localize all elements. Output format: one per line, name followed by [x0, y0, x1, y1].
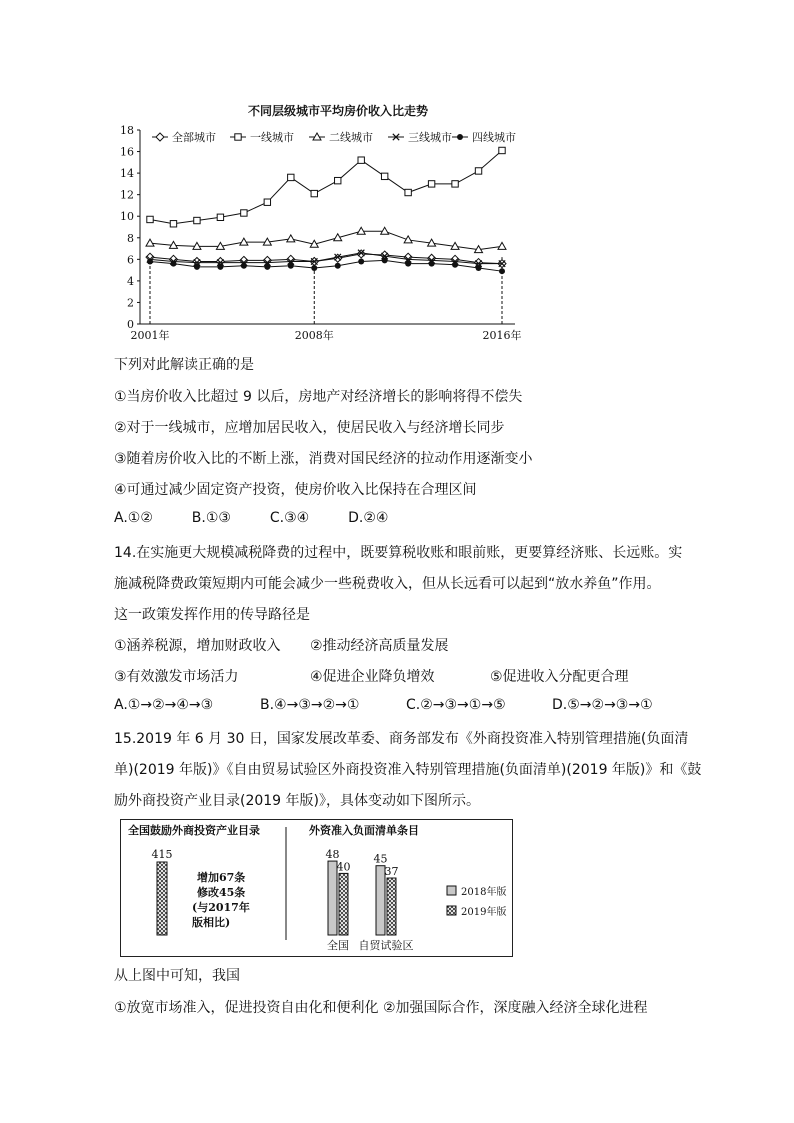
- legend-label: 二线城市: [329, 131, 373, 144]
- q14-choice-b: B.④→③→②→①: [260, 697, 360, 713]
- data-point: [241, 263, 247, 269]
- legend-marker: [156, 133, 164, 141]
- data-point: [194, 264, 200, 270]
- data-point: [241, 210, 247, 216]
- q14-choices: [114, 697, 653, 713]
- x-tick-label: 2001年: [130, 329, 170, 342]
- series-line: [150, 260, 502, 271]
- x-tick-label: 2008年: [294, 329, 334, 342]
- data-point: [217, 214, 223, 220]
- data-point: [358, 258, 364, 264]
- legend-swatch-2018: [447, 886, 456, 895]
- left-note: 修改45条: [197, 886, 246, 899]
- series-square: [147, 147, 505, 227]
- y-tick-label: 0: [127, 318, 134, 331]
- y-tick-label: 2: [127, 296, 134, 310]
- q15-prompt: 从上图中可知，我国: [114, 968, 240, 984]
- bar-value-label: 45: [373, 852, 388, 866]
- q13-choice-a: A.①②: [114, 510, 153, 526]
- data-point: [499, 268, 505, 274]
- q14-line-3: 这一政策发挥作用的传导路径是: [114, 607, 310, 623]
- data-point: [147, 258, 153, 264]
- q14-options-row1: [114, 635, 449, 655]
- q14-line-1: 14.在实施更大规模减税降费的过程中，既要算税收账和眼前账，更要算经济账、长远账。实: [114, 545, 683, 561]
- data-point: [381, 173, 387, 179]
- y-tick-label: 4: [127, 274, 134, 288]
- data-point: [264, 199, 270, 205]
- q13-choice-b: B.①③: [191, 510, 231, 526]
- q14-line-2: 施减税降费政策短期内可能会减少一些税费收入，但从长远看可以起到“放水养鱼”作用。: [114, 576, 661, 592]
- data-point: [452, 181, 458, 187]
- data-point: [311, 265, 317, 271]
- legend-swatch-2019: [447, 906, 456, 915]
- q15-line-3: 励外商投资产业目录(2019 年版)》，具体变动如下图所示。: [114, 793, 481, 809]
- legend-label-2018: 2018年版: [461, 887, 507, 898]
- q15-options-1-2: ①放宽市场准入，促进投资自由化和便利化 ②加强国际合作，深度融入经济全球化进程: [114, 1000, 648, 1016]
- q13-prompt: 下列对此解读正确的是: [114, 357, 254, 373]
- category-label: 全国: [327, 939, 349, 952]
- q14-option-3: ③有效激发市场活力: [114, 669, 239, 685]
- right-title: 外资准入负面清单条目: [309, 824, 419, 837]
- foreign-investment-bar-chart: [0, 815, 794, 965]
- y-tick-label: 14: [120, 167, 134, 181]
- q13-option-4: ④可通过减少固定资产投资，使房价收入比保持在合理区间: [114, 482, 477, 498]
- left-note: (与2017年: [192, 901, 250, 914]
- q14-choice-a: A.①→②→④→③: [114, 697, 214, 713]
- bar-1: [339, 873, 348, 935]
- q14-option-2: ②推动经济高质量发展: [310, 638, 449, 654]
- left-note: 增加67条: [197, 871, 246, 884]
- q14-option-1: ①涵养税源，增加财政收入: [114, 638, 281, 654]
- series-line: [150, 253, 502, 264]
- q13-choice-d: D.②④: [348, 510, 389, 526]
- series-line: [150, 231, 502, 249]
- y-tick-label: 6: [127, 253, 134, 267]
- legend-marker: [235, 134, 241, 140]
- data-point: [288, 263, 294, 269]
- data-point: [288, 174, 294, 180]
- q13-option-2: ②对于一线城市，应增加居民收入，使居民收入与经济增长同步: [114, 420, 505, 436]
- data-point: [476, 265, 482, 271]
- bar-left-value: 415: [151, 848, 173, 861]
- legend-marker: [457, 134, 463, 140]
- legend-label: 全部城市: [172, 131, 216, 144]
- left-title: 全国鼓励外商投资产业目录: [128, 824, 260, 837]
- bar-left-2019: [157, 862, 167, 935]
- data-point: [429, 261, 435, 267]
- house-price-income-ratio-chart: [0, 0, 794, 360]
- data-point: [405, 189, 411, 195]
- x-tick-label: 2016年: [482, 329, 522, 342]
- q14-choice-d: D.⑤→②→③→①: [552, 697, 653, 713]
- q15-line-1: 15.2019 年 6 月 30 日，国家发展改革委、商务部发布《外商投资准入特别管理措施(负面清: [114, 731, 689, 747]
- legend-label-2019: 2019年版: [461, 907, 507, 918]
- legend-label: 三线城市: [408, 131, 452, 144]
- series-line: [150, 150, 502, 223]
- data-point: [452, 262, 458, 268]
- data-point: [335, 177, 341, 183]
- y-tick-label: 8: [127, 231, 134, 245]
- q14-option-5: ⑤促进收入分配更合理: [490, 669, 629, 685]
- data-point: [170, 221, 176, 227]
- data-point: [498, 242, 506, 249]
- data-point: [147, 216, 153, 222]
- data-point: [146, 239, 154, 246]
- y-tick-label: 16: [120, 145, 134, 159]
- q14-options-row2: [114, 666, 629, 686]
- data-point: [264, 264, 270, 270]
- y-tick-label: 18: [120, 124, 134, 137]
- category-label: 自贸试验区: [358, 939, 414, 952]
- bar-value-label: 37: [384, 865, 399, 879]
- data-point: [405, 261, 411, 267]
- q15-line-2: 单)(2019 年版)》《自由贸易试验区外商投资准入特别管理措施(负面清单)(2019 年版)》和《鼓: [114, 762, 702, 778]
- data-point: [357, 250, 365, 258]
- legend-label: 一线城市: [250, 131, 294, 144]
- y-tick-label: 10: [120, 210, 134, 224]
- q13-option-1: ①当房价收入比超过 9 以后，房地产对经济增长的影响将得不偿失: [114, 389, 523, 405]
- data-point: [335, 263, 341, 269]
- q13-choices: [114, 510, 388, 526]
- q13-choice-c: C.③④: [269, 510, 310, 526]
- data-point: [475, 168, 481, 174]
- bar-value-label: 48: [325, 848, 340, 862]
- q14-option-4: ④促进企业降负增效: [310, 669, 435, 685]
- data-point: [170, 261, 176, 267]
- legend-label: 四线城市: [472, 131, 516, 144]
- data-point: [194, 217, 200, 223]
- data-point: [334, 254, 342, 262]
- left-note: 版相比): [192, 916, 231, 929]
- data-point: [499, 147, 505, 153]
- data-point: [217, 264, 223, 270]
- bar-1: [387, 878, 396, 935]
- data-point: [428, 181, 434, 187]
- data-point: [287, 235, 295, 242]
- bar-value-label: 40: [336, 860, 351, 874]
- data-point: [358, 157, 364, 163]
- data-point: [382, 257, 388, 263]
- y-tick-label: 12: [120, 188, 134, 202]
- data-point: [311, 190, 317, 196]
- series-triangle: [146, 227, 506, 252]
- q13-option-3: ③随着房价收入比的不断上涨，消费对国民经济的拉动作用逐渐变小: [114, 451, 533, 467]
- q14-choice-c: C.②→③→①→⑤: [406, 697, 506, 713]
